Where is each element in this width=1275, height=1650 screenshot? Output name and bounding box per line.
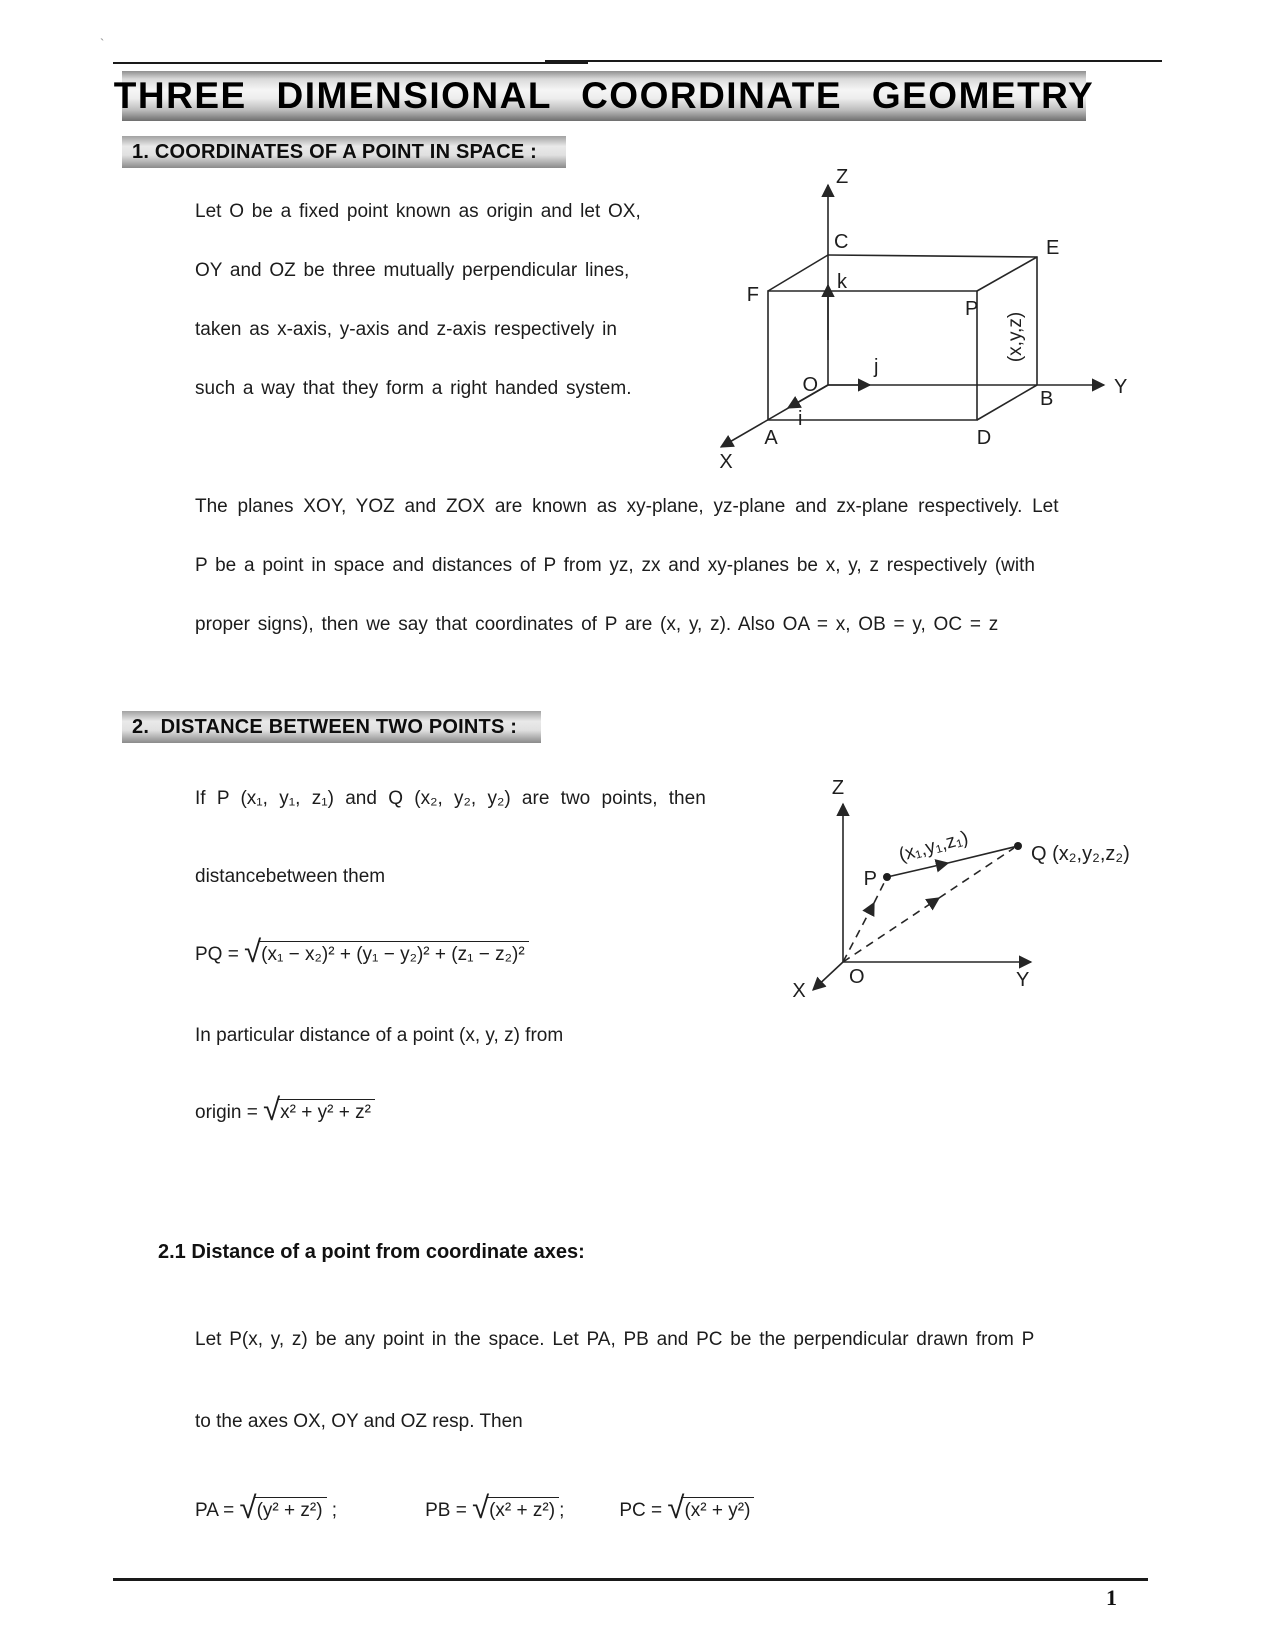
radicand: (x₁ − x₂)² + (y₁ − y₂)² + (z₁ − z₂)² bbox=[258, 941, 529, 966]
pq-segment bbox=[887, 863, 948, 877]
radical-sign: √ bbox=[263, 1092, 281, 1127]
footer-rule bbox=[113, 1578, 1148, 1581]
body-text-line: Let O be a fixed point known as origin and let OX, bbox=[195, 201, 641, 222]
radical-sign: √ bbox=[239, 1490, 257, 1525]
radical-sign: √ bbox=[244, 934, 262, 969]
origin-label: O bbox=[802, 374, 818, 396]
radicand: (x² + z²) bbox=[486, 1497, 559, 1522]
body-text-line: distancebetween them bbox=[195, 866, 386, 887]
vertex-label-e: E bbox=[1046, 237, 1060, 259]
vertex-label-f: F bbox=[746, 284, 759, 306]
axis-label-y: Y bbox=[1114, 376, 1128, 398]
box-edge-PE bbox=[977, 257, 1037, 291]
axis-label-x: X bbox=[719, 451, 733, 473]
vertex-label-b: B bbox=[1040, 388, 1054, 410]
point-label-q: Q (x₂,y₂,z₂) bbox=[1031, 843, 1130, 865]
formula-lhs: PA = bbox=[195, 1500, 240, 1521]
radicand: (x² + y²) bbox=[681, 1497, 754, 1522]
formula-separator: ; bbox=[559, 1500, 565, 1521]
vector-label-i: i bbox=[798, 408, 803, 430]
origin-label: O bbox=[849, 966, 865, 988]
vector-label-j: j bbox=[874, 356, 879, 378]
section1-heading-text: 1. COORDINATES OF A POINT IN SPACE : bbox=[132, 140, 538, 163]
page-number: 1 bbox=[1106, 1585, 1117, 1610]
axis-label-z: Z bbox=[831, 777, 845, 799]
vertex-label-c: C bbox=[834, 231, 849, 253]
section21-heading: 2.1 Distance of a point from coordinate axes: bbox=[158, 1241, 585, 1263]
radicand: x² + y² + z² bbox=[277, 1099, 375, 1124]
point-label-p: P bbox=[965, 298, 979, 320]
distance-pq-diagram bbox=[750, 740, 1180, 1000]
top-rule-left bbox=[113, 62, 588, 64]
axis-label-y: Y bbox=[1016, 969, 1030, 991]
title-banner bbox=[113, 71, 1095, 121]
origin-distance-formula bbox=[195, 1092, 375, 1127]
box-edge-FC bbox=[768, 255, 828, 291]
section2-heading-text: 2. DISTANCE BETWEEN TWO POINTS : bbox=[132, 715, 518, 738]
pq-distance-formula bbox=[195, 934, 529, 969]
formula-separator: ; bbox=[326, 1500, 338, 1521]
box-edge-DB bbox=[977, 385, 1037, 420]
top-rule-right bbox=[545, 60, 1162, 62]
formula-lhs: PB = bbox=[425, 1500, 473, 1521]
coords-label-xyz: (x,y,z) bbox=[1005, 311, 1026, 363]
x-axis bbox=[813, 962, 843, 990]
point-label-p: P bbox=[863, 868, 877, 890]
body-text-line: In particular distance of a point (x, y, z) from bbox=[195, 1025, 564, 1046]
point-p-dot bbox=[883, 873, 891, 881]
point-q-dot bbox=[1014, 842, 1022, 850]
axes-distance-formulas bbox=[195, 1490, 754, 1525]
oq-dashed-segment bbox=[843, 898, 939, 962]
page-title: THREE DIMENSIONAL COORDINATE GEOMETRY bbox=[113, 75, 1095, 116]
radical-sign: √ bbox=[667, 1490, 685, 1525]
p-coordinates-label: (x₁,y₁,z₁) bbox=[896, 827, 971, 867]
body-text-line: proper signs), then we say that coordinates of P are (x, y, z). Also OA = x, OB = y, OC = z bbox=[195, 614, 999, 635]
body-text-line: OY and OZ be three mutually perpendicular lines, bbox=[195, 260, 630, 281]
body-text-line: such a way that they form a right handed system. bbox=[195, 378, 632, 399]
pc-formula bbox=[619, 1490, 754, 1525]
body-text-line: to the axes OX, OY and OZ resp. Then bbox=[195, 1411, 523, 1432]
radical-sign: √ bbox=[472, 1490, 490, 1525]
body-text-line: Let P(x, y, z) be any point in the space. Let PA, PB and PC be the perpendicular drawn from P bbox=[195, 1329, 1035, 1350]
axis-label-x: X bbox=[792, 980, 806, 1002]
vector-label-k: k bbox=[837, 271, 847, 293]
axis-label-z: Z bbox=[836, 166, 849, 188]
stray-mark: ` bbox=[100, 36, 105, 51]
pa-formula bbox=[195, 1490, 338, 1525]
vertex-label-a: A bbox=[764, 427, 778, 449]
formula-lhs: PQ = bbox=[195, 944, 245, 965]
pb-formula bbox=[425, 1490, 565, 1525]
body-text-line: P be a point in space and distances of P from yz, zx and xy-planes be x, y, z respectively (with bbox=[195, 555, 1035, 576]
vertex-label-d: D bbox=[976, 427, 992, 449]
op-dashed-segment bbox=[843, 903, 874, 962]
body-text-line: The planes XOY, YOZ and ZOX are known as xy-plane, yz-plane and zx-plane respectively. Let bbox=[195, 496, 1059, 517]
radicand: (y² + z²) bbox=[254, 1497, 327, 1522]
formula-lhs: PC = bbox=[619, 1500, 668, 1521]
section2-heading bbox=[122, 711, 541, 743]
cuboid-coordinate-diagram bbox=[670, 155, 1130, 475]
body-text-line: If P (x₁, y₁, z₁) and Q (x₂, y₂, y₂) are two points, then bbox=[195, 788, 706, 809]
body-text-line: taken as x-axis, y-axis and z-axis respectively in bbox=[195, 319, 617, 340]
section1-heading bbox=[122, 136, 566, 168]
formula-lhs: origin = bbox=[195, 1102, 264, 1123]
